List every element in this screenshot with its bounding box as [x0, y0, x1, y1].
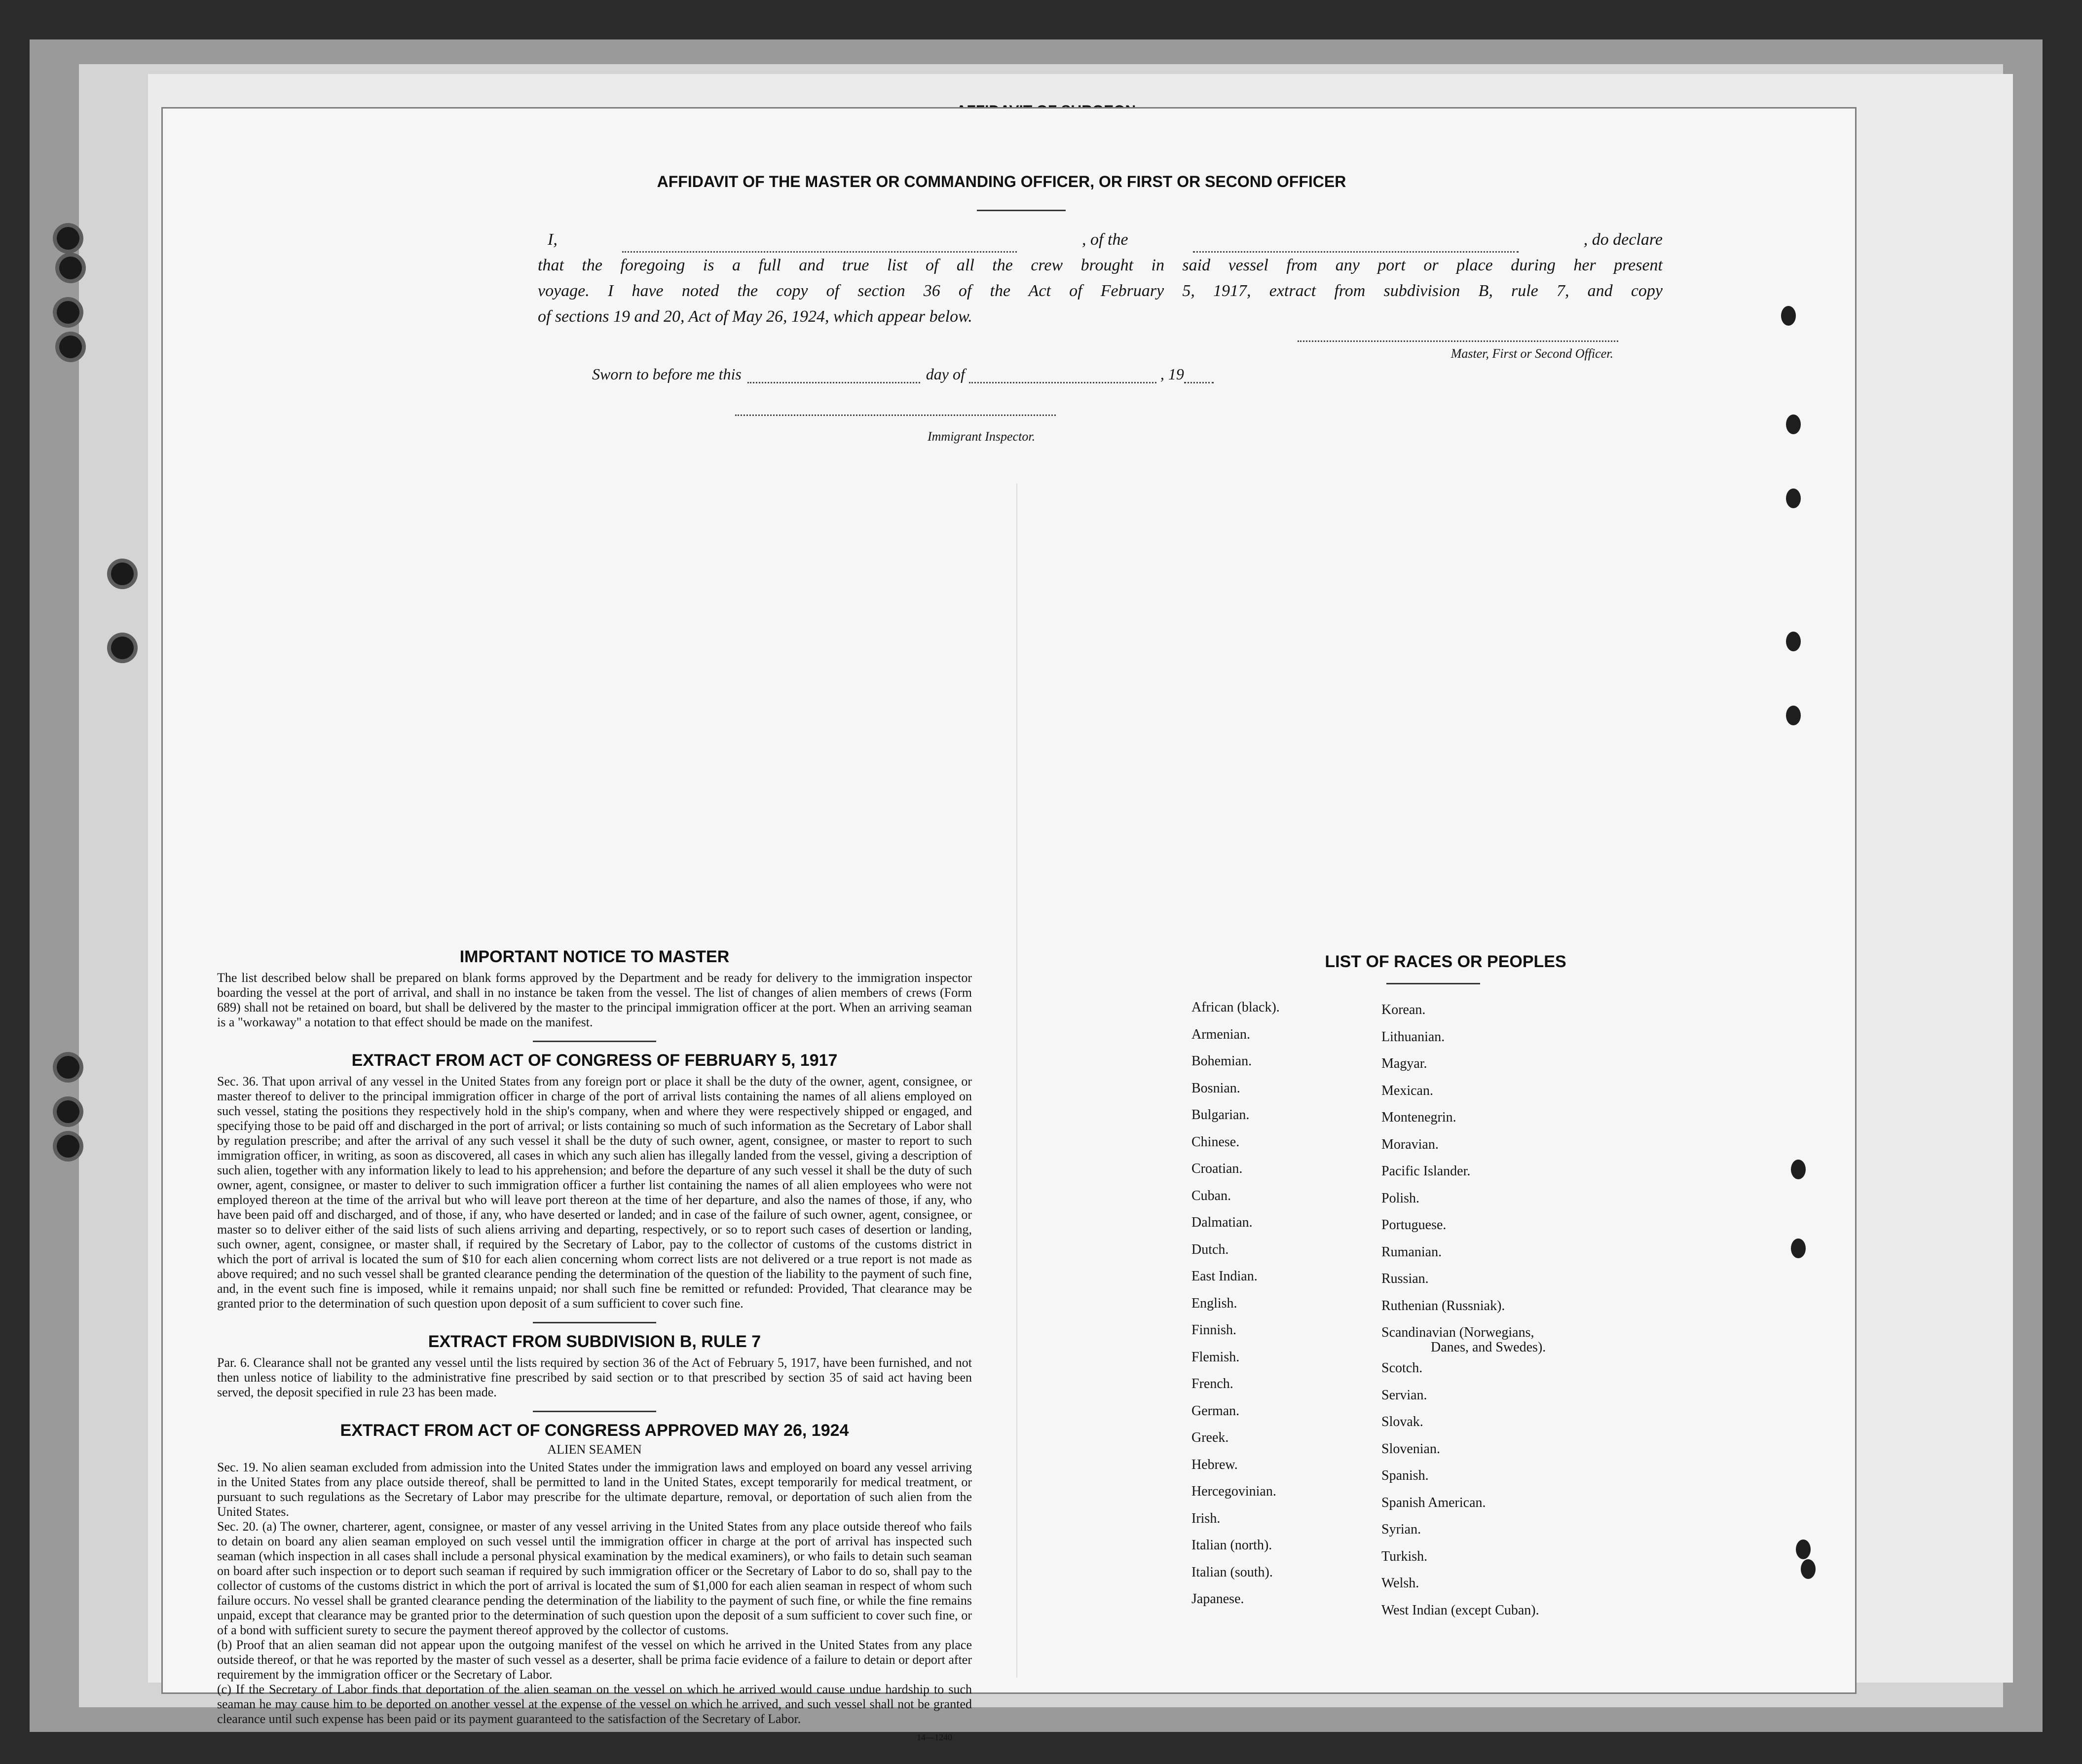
- punch-hole: [1781, 306, 1796, 326]
- sworn-line: [592, 365, 1431, 383]
- race-item: [1381, 1319, 1658, 1355]
- sec20c-body: (c) If the Secretary of Labor finds that deportation of the alien seaman on the vessel on which he arrived would cause undue hardship to such seaman he may cause him to be deported on another vessel at the expense of the vessel on which he arrived, and such vessel shall not be granted clearance until such expense has been paid or its payment guaranteed to the satisfaction of the Secretary of Labor.: [217, 1682, 972, 1726]
- races-column-1: [1191, 994, 1379, 1613]
- race-item-text: Scandinavian (Norwegians,: [1381, 1325, 1534, 1340]
- inspector-caption: Immigrant Inspector.: [928, 429, 1036, 444]
- binder-hole: [57, 1100, 79, 1123]
- race-item: Bulgarian.: [1191, 1107, 1250, 1123]
- race-item: English.: [1191, 1295, 1237, 1311]
- sworn-year-blank: [1184, 382, 1214, 383]
- race-item: Armenian.: [1191, 1026, 1250, 1042]
- notice-body: The list described below shall be prepared on blank forms approved by the Department and be ready for delivery to the immigration inspector boarding the vessel at the port of arrival, and shall in no instance be taken from the vessel. The list of changes of alien members of crews (Form 689) shall not be retained on board, but shall be delivered by the master to the principal immigration officer at the port. When an arriving seaman is a "workaway" a notation to that effect should be made on the manifest.: [217, 971, 972, 1029]
- section-rule: [533, 1322, 656, 1323]
- race-item-continuation: Danes, and Swedes).: [1431, 1340, 1546, 1355]
- race-item: Flemish.: [1191, 1349, 1240, 1365]
- race-item: Montenegrin.: [1381, 1110, 1456, 1125]
- binder-hole: [59, 257, 82, 279]
- race-item: Welsh.: [1381, 1576, 1419, 1591]
- affidavit-title: AFFIDAVIT OF THE MASTER OR COMMANDING OFFICER, OR FIRST OR SECOND OFFICER: [657, 173, 1346, 190]
- punch-hole: [1786, 488, 1801, 508]
- race-item: Lithuanian.: [1381, 1029, 1445, 1045]
- punch-hole: [1791, 1160, 1806, 1179]
- binder-hole: [57, 301, 79, 324]
- declaration-line-3: voyage. I have noted the copy of section 36 of the Act of February 5, 1917, extract from subdivision B, rule 7, and copy: [538, 282, 1663, 300]
- race-item: Mexican.: [1381, 1083, 1433, 1098]
- race-item: Japanese.: [1191, 1591, 1244, 1607]
- sworn-month-blank: [969, 382, 1156, 383]
- punch-hole: [1786, 414, 1801, 434]
- race-item: Magyar.: [1381, 1056, 1427, 1071]
- punch-hole: [1786, 632, 1801, 651]
- race-item: Portuguese.: [1381, 1217, 1447, 1233]
- punch-hole: [1796, 1539, 1811, 1559]
- binder-hole: [111, 563, 134, 585]
- race-item: East Indian.: [1191, 1269, 1258, 1284]
- sec20a-body: Sec. 20. (a) The owner, charterer, agent, consignee, or master of any vessel arriving in the United States from any place outside thereof who fails to detain on board any alien seaman employed on such vessel until the immigration officer in charge at the port of arrival has inspected such seaman (which inspection in all cases shall include a personal physical examination by the medical examiners), or who fails to detain such seaman on board after such inspection or to deport such seaman if required by such immigration officer or the Secretary of Labor to do so, shall pay to the collector of customs of the customs district in which the port of arrival is located the sum of $1,000 for each alien seaman in respect of whom such failure occurs. No vessel shall be granted clearance pending the determination of the liability to the payment of such fine, or while the fine remains unpaid, except that clearance may be granted prior to the determination of such question upon the deposit of a sum sufficient to cover such fine, or of a bond with sufficient surety to secure the payment thereof approved by the collector of customs.: [217, 1519, 972, 1637]
- declaration-of-the: , of the: [1082, 230, 1128, 249]
- sec20b-body: (b) Proof that an alien seaman did not appear upon the outgoing manifest of the vessel on which he arrived in the United States from any place outside thereof, or that he was reported by the master of such vessel as a deserter, shall be prima facie evidence of a failure to detain or deport after requirement by the immigration officer or the Secretary of Labor.: [217, 1638, 972, 1682]
- manifest-page: [163, 109, 1855, 1742]
- sec19-body: Sec. 19. No alien seaman excluded from admission into the United States under the immigration laws and employed on board any vessel arriving in the United States from any place outside thereof, shall be permitted to land in the United States, except temporarily for medical treatment, or pursuant to such regulations as the Secretary of Labor may prescribe for the ultimate departure, removal, or deportation of such alien from the United States.: [217, 1460, 972, 1519]
- race-item: Slovenian.: [1381, 1441, 1440, 1457]
- affidavit-declaration: [538, 227, 1663, 330]
- race-item: Hebrew.: [1191, 1457, 1238, 1472]
- race-item: Italian (south).: [1191, 1564, 1273, 1580]
- rule7-title: EXTRACT FROM SUBDIVISION B, RULE 7: [428, 1332, 761, 1351]
- sworn-day-of: day of: [926, 365, 965, 383]
- race-item: Croatian.: [1191, 1161, 1243, 1176]
- declaration-i: I,: [548, 230, 558, 249]
- title-rule: [977, 210, 1066, 211]
- punch-hole: [1801, 1559, 1816, 1579]
- race-item: Turkish.: [1381, 1548, 1428, 1564]
- declaration-do-declare: , do declare: [1583, 230, 1663, 249]
- races-title: LIST OF RACES OR PEOPLES: [1325, 952, 1566, 971]
- race-item: Dutch.: [1191, 1241, 1229, 1257]
- punch-hole: [1786, 706, 1801, 725]
- race-item: Bohemian.: [1191, 1053, 1252, 1069]
- race-item: Dalmatian.: [1191, 1215, 1253, 1230]
- race-item: Pacific Islander.: [1381, 1163, 1471, 1179]
- race-item: Servian.: [1381, 1387, 1427, 1403]
- race-item: Chinese.: [1191, 1134, 1240, 1150]
- section-rule: [533, 1041, 656, 1042]
- race-item: French.: [1191, 1376, 1233, 1391]
- races-column-2: [1381, 997, 1658, 1624]
- race-item: Irish.: [1191, 1510, 1221, 1526]
- race-item: Slovak.: [1381, 1414, 1423, 1429]
- race-item: Bosnian.: [1191, 1080, 1240, 1096]
- inspector-signature-blank: [735, 414, 1056, 416]
- race-item: West Indian (except Cuban).: [1381, 1602, 1539, 1618]
- sworn-year: , 19: [1160, 365, 1184, 383]
- race-item: Greek.: [1191, 1430, 1229, 1445]
- race-item: Syrian.: [1381, 1522, 1421, 1537]
- race-item: Italian (north).: [1191, 1538, 1272, 1553]
- race-item: Moravian.: [1381, 1136, 1439, 1152]
- section-rule: [533, 1411, 656, 1412]
- race-item: Spanish.: [1381, 1468, 1429, 1483]
- alien-seamen-subtitle: ALIEN SEAMEN: [547, 1442, 642, 1457]
- binder-hole: [111, 637, 134, 659]
- race-item: Spanish American.: [1381, 1495, 1486, 1510]
- race-item: African (black).: [1191, 1000, 1280, 1015]
- binder-hole: [57, 1135, 79, 1158]
- notices-column: [217, 947, 972, 1743]
- race-item: Rumanian.: [1381, 1244, 1442, 1260]
- sworn-text: Sworn to before me this: [592, 365, 742, 383]
- extract-1917-body: Sec. 36. That upon arrival of any vessel in the United States from any foreign port or place it shall be the duty of the owner, agent, consignee, or master thereof to deliver to the principal immigration officer in charge of the port of arrival lists containing the names of all aliens employed on such vessel, stating the positions they respectively hold in the ship's company, when and where they were respectively shipped or engaged, and specifying those to be paid off and discharged in the port of arrival; or lists containing so much of such information as the Secretary of Labor shall by regulation prescribe; and after the arrival of any such vessel it shall be the duty of such owner, agent, consignee, or master to report to such immigration officer, in writing, as soon as discovered, all cases in which any such alien has illegally landed from the vessel, giving a description of such alien, together with any information likely to lead to his apprehension; and before the departure of any such vessel it shall be the duty of such owner, agent, consignee, or master to deliver to such immigration officer a further list containing the names of all alien employees who were not employed thereon at the time of the arrival but who will leave port thereon at the time of her departure, and also the names of those, if any, who have been paid off and discharged, and of those, if any, who have deserted or landed; and in case of the failure of such owner, agent, consignee, or master so to deliver either of the said lists of such aliens arriving and departing, respectively, or so to report such cases of desertion or landing, such owner, agent, consignee, or master shall, if required by the Secretary of Labor, pay to the collector of customs of the customs district in which the port of arrival is located the sum of $10 for each alien concerning whom correct lists are not delivered or a true report is not made as above required; and no such vessel shall be granted clearance pending the determination of the question of the liability to the payment of such fine, and, in the event such fine is imposed, while it remains unpaid; nor shall such fine be remitted or refunded: Provided, That clearance may be granted prior to the determination of such question upon deposit of a sum sufficient to cover such fine.: [217, 1074, 972, 1311]
- binder-hole: [57, 227, 79, 250]
- race-item: Ruthenian (Russniak).: [1381, 1298, 1505, 1314]
- race-item: Polish.: [1381, 1190, 1420, 1206]
- extract-1917-title: EXTRACT FROM ACT OF CONGRESS OF FEBRUARY 5, 1917: [351, 1051, 838, 1070]
- binder-hole: [59, 336, 82, 358]
- race-item: Cuban.: [1191, 1188, 1231, 1203]
- master-signature-caption: Master, First or Second Officer.: [1450, 346, 1613, 361]
- race-item: Russian.: [1381, 1271, 1429, 1286]
- race-item: Finnish.: [1191, 1322, 1237, 1338]
- extract-1924-title: EXTRACT FROM ACT OF CONGRESS APPROVED MAY 26, 1924: [340, 1421, 849, 1440]
- race-item: German.: [1191, 1403, 1240, 1419]
- rule7-body: Par. 6. Clearance shall not be granted any vessel until the lists required by section 36 of the Act of February 5, 1917, have been furnished, and not then unless notice of liability to the administrative fine prescribed by said section or to that prescribed by section 35 of said act having been served, the deposit specified in rule 23 has been made.: [217, 1355, 972, 1399]
- declaration-line-4: of sections 19 and 20, Act of May 26, 1924, which appear below.: [538, 307, 972, 326]
- races-rule: [1386, 983, 1480, 984]
- punch-hole: [1791, 1239, 1806, 1258]
- declaration-line-2: that the foregoing is a full and true list of all the crew brought in said vessel from any port or place during her present: [538, 256, 1663, 274]
- master-signature-blank: [1298, 340, 1618, 342]
- notice-title: IMPORTANT NOTICE TO MASTER: [459, 947, 730, 966]
- page-fold: [1016, 484, 1017, 1678]
- race-item: Hercegovinian.: [1191, 1484, 1276, 1499]
- declaration-line-1: [548, 227, 1663, 253]
- form-number: 14—1240: [917, 1732, 952, 1742]
- race-item: Scotch.: [1381, 1360, 1423, 1376]
- sworn-day-blank: [747, 382, 920, 383]
- binder-hole: [57, 1056, 79, 1079]
- race-item: Korean.: [1381, 1002, 1426, 1017]
